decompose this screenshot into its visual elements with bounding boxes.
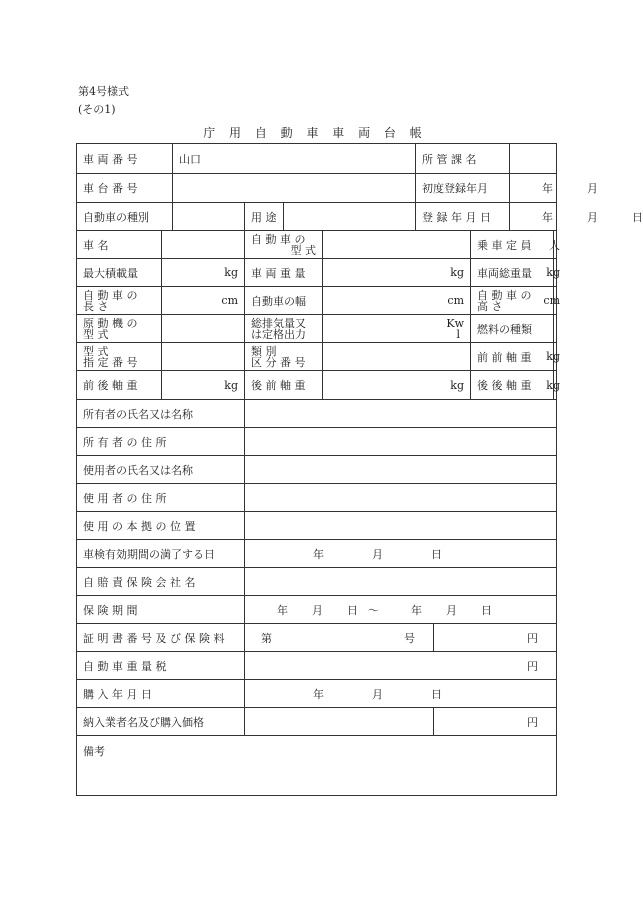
table-row — [77, 370, 560, 399]
unit-label: cm — [447, 294, 464, 307]
label-line: 型 式 — [290, 243, 316, 257]
month-label: 月 — [446, 603, 457, 617]
label-insurance-period: 保 険 期 間 — [83, 603, 138, 617]
table-row — [77, 595, 556, 623]
table-row — [77, 144, 556, 173]
label-gross-weight: 車両総重量 — [470, 259, 553, 286]
table-row — [77, 427, 556, 455]
label-height — [470, 287, 553, 314]
label-line: 長 さ — [83, 299, 109, 313]
gross-weight-value[interactable] — [546, 259, 566, 286]
label-fuel-type: 燃料の種類 — [470, 315, 553, 342]
chassis-number-value[interactable] — [172, 174, 415, 202]
label-model — [244, 231, 322, 258]
label-type-designation — [77, 343, 161, 370]
department-value[interactable] — [509, 144, 556, 173]
label-vehicle-weight: 車 両 重 量 — [244, 259, 322, 286]
label-line: 自 動 車 の — [83, 288, 138, 302]
weight-tax-value[interactable] — [244, 652, 556, 679]
day-label: 日 — [481, 603, 492, 617]
first-registration-value[interactable] — [509, 174, 598, 202]
year-label: 年 — [313, 547, 324, 561]
month-label: 月 — [312, 603, 323, 617]
unit-label: kg — [450, 378, 464, 392]
vehicle-weight-value[interactable] — [322, 259, 470, 286]
max-load-value[interactable] — [161, 259, 244, 286]
displacement-value[interactable] — [322, 315, 470, 342]
label-max-load: 最大積載量 — [83, 266, 138, 280]
label-user-name: 使用者の氏名又は名称 — [83, 463, 193, 477]
label-owner-name: 所有者の氏名又は名称 — [83, 407, 193, 421]
unit-label: kg — [224, 378, 238, 392]
label-certificate-premium: 証 明 書 番 号 及 び 保 険 料 — [83, 631, 225, 645]
label-capacity: 乗 車 定 員 — [470, 231, 553, 258]
table-row — [77, 202, 643, 230]
type-designation-value[interactable] — [161, 343, 244, 370]
label-department: 所 管 課 名 — [415, 144, 509, 173]
table-row — [77, 735, 556, 795]
label-line: 高 さ — [477, 299, 503, 313]
unit-label: kg — [546, 350, 560, 363]
label-remarks: 備考 — [83, 745, 105, 758]
label-line: は定格出力 — [251, 327, 306, 341]
label-category-number — [244, 343, 322, 370]
unit-label: cm — [221, 294, 238, 307]
unit-label: Kw — [446, 316, 464, 330]
table-row — [77, 567, 556, 595]
label-line: 総排気量又 — [251, 316, 306, 330]
front-front-axle-value[interactable] — [546, 343, 566, 370]
label-rear-front-axle: 後 前 軸 重 — [244, 371, 322, 399]
label-front-front-axle: 前 前 軸 重 — [470, 343, 553, 370]
label-width: 自動車の幅 — [244, 287, 322, 314]
table-row — [77, 399, 556, 427]
label-registration-date: 登 録 年 月 日 — [415, 203, 509, 230]
base-location-value[interactable] — [244, 512, 556, 539]
month-label: 月 — [372, 687, 383, 701]
unit-label: 人 — [549, 238, 560, 252]
unit-label: l — [456, 327, 460, 341]
day-label: 日 — [347, 603, 358, 617]
unit-label: cm — [543, 294, 560, 307]
label-vehicle-name: 車 名 — [83, 238, 109, 252]
day-label: 日 — [632, 210, 643, 224]
label-usage: 用 途 — [244, 203, 283, 230]
unit-label: kg — [450, 266, 464, 279]
label-line: 自 動 車 の — [251, 232, 306, 246]
year-label: 年 — [542, 210, 553, 224]
vehicle-name-value[interactable] — [161, 231, 244, 258]
unit-label: kg — [224, 266, 238, 279]
table-row — [77, 707, 556, 735]
rear-front-axle-value[interactable] — [322, 371, 470, 399]
table-row — [77, 483, 556, 511]
table-row — [77, 623, 556, 651]
label-line: 原 動 機 の — [83, 316, 138, 330]
month-label: 月 — [587, 210, 598, 224]
certificate-number-value[interactable] — [244, 624, 433, 651]
label-engine-model — [77, 315, 161, 342]
unit-label: 円 — [527, 715, 538, 729]
page-title: 庁 用 自 動 車 車 両 台 帳 — [203, 126, 427, 140]
capacity-value[interactable] — [549, 231, 566, 258]
table-row — [77, 342, 560, 370]
spacer — [337, 203, 415, 230]
owner-address-value[interactable] — [244, 428, 556, 455]
table-row — [77, 455, 556, 483]
label-line: 類 別 — [251, 344, 277, 358]
table-row — [77, 539, 556, 567]
month-label: 月 — [372, 547, 383, 561]
label-line: 型 式 — [83, 327, 109, 341]
label-line: 自 動 車 の — [477, 288, 532, 302]
day-label: 日 — [431, 687, 442, 701]
fuel-type-value[interactable] — [553, 315, 566, 342]
table-row — [77, 230, 560, 258]
ledger-table — [76, 143, 643, 796]
label-supplier-price: 納入業者名及び購入価格 — [83, 715, 204, 729]
table-row — [77, 173, 598, 202]
label-length — [77, 287, 161, 314]
vehicle-number-value[interactable]: 山口 — [172, 144, 415, 173]
engine-model-value[interactable] — [161, 315, 244, 342]
inspection-expiry-value[interactable] — [244, 540, 556, 567]
front-rear-axle-value[interactable] — [161, 371, 244, 399]
table-row — [77, 314, 556, 342]
vehicle-type-value[interactable] — [172, 203, 244, 230]
width-value[interactable] — [322, 287, 470, 314]
table-row — [77, 651, 556, 679]
supplier-name-value[interactable] — [244, 708, 433, 735]
purchase-date-value[interactable] — [244, 680, 556, 707]
number-suffix: 号 — [404, 631, 415, 645]
year-label: 年 — [542, 182, 553, 195]
label-user-address: 使 用 者 の 住 所 — [83, 491, 167, 505]
label-inspection-expiry: 車検有効期間の満了する日 — [83, 547, 215, 561]
label-insurance-company: 自 賠 責 保 険 会 社 名 — [83, 575, 196, 589]
premium-value[interactable] — [433, 624, 556, 651]
unit-label: 円 — [527, 659, 538, 673]
table-row — [77, 286, 560, 314]
label-rear-rear-axle: 後 後 軸 重 — [470, 371, 553, 399]
year-label: 年 — [277, 603, 288, 617]
rear-rear-axle-value[interactable] — [546, 371, 566, 399]
insurance-company-value[interactable] — [244, 568, 556, 595]
unit-label: 円 — [527, 631, 538, 645]
table-row — [77, 511, 556, 539]
registration-date-value[interactable] — [509, 203, 643, 230]
model-value[interactable] — [322, 231, 470, 258]
unit-label: kg — [546, 378, 560, 392]
usage-value[interactable] — [283, 203, 337, 230]
label-weight-tax: 自 動 車 重 量 税 — [83, 659, 167, 673]
range-tilde: ～ — [368, 603, 379, 617]
remarks-field[interactable] — [77, 736, 556, 795]
height-value[interactable] — [543, 287, 566, 314]
unit-label: kg — [546, 266, 560, 279]
form-part: (その1) — [78, 103, 116, 116]
length-value[interactable] — [161, 287, 244, 314]
label-purchase-date: 購 入 年 月 日 — [83, 687, 152, 701]
year-label: 年 — [313, 687, 324, 701]
day-label: 日 — [431, 547, 442, 561]
year-label: 年 — [411, 603, 422, 617]
label-front-rear-axle: 前 後 軸 重 — [83, 379, 138, 392]
label-owner-address: 所 有 者 の 住 所 — [83, 435, 167, 449]
label-line: 指 定 番 号 — [83, 355, 138, 369]
table-row — [77, 679, 556, 707]
user-name-value[interactable] — [244, 456, 556, 483]
user-address-value[interactable] — [244, 484, 556, 511]
category-number-value[interactable] — [322, 343, 470, 370]
label-first-registration: 初度登録年月 — [415, 174, 509, 202]
purchase-price-value[interactable] — [433, 708, 556, 735]
label-line: 型 式 — [83, 344, 109, 358]
month-label: 月 — [587, 182, 598, 195]
label-vehicle-number: 車 両 番 号 — [83, 152, 138, 166]
owner-name-value[interactable] — [244, 400, 556, 427]
label-line: 区 分 番 号 — [251, 355, 306, 369]
table-row — [77, 258, 560, 286]
label-displacement — [244, 315, 322, 342]
insurance-period-value[interactable] — [244, 596, 556, 623]
form-number: 第4号様式 — [78, 85, 129, 98]
label-base-location: 使 用 の 本 拠 の 位 置 — [83, 519, 196, 533]
label-vehicle-type: 自動車の種別 — [83, 210, 149, 224]
label-chassis-number: 車 台 番 号 — [83, 182, 138, 195]
number-prefix: 第 — [261, 631, 272, 645]
